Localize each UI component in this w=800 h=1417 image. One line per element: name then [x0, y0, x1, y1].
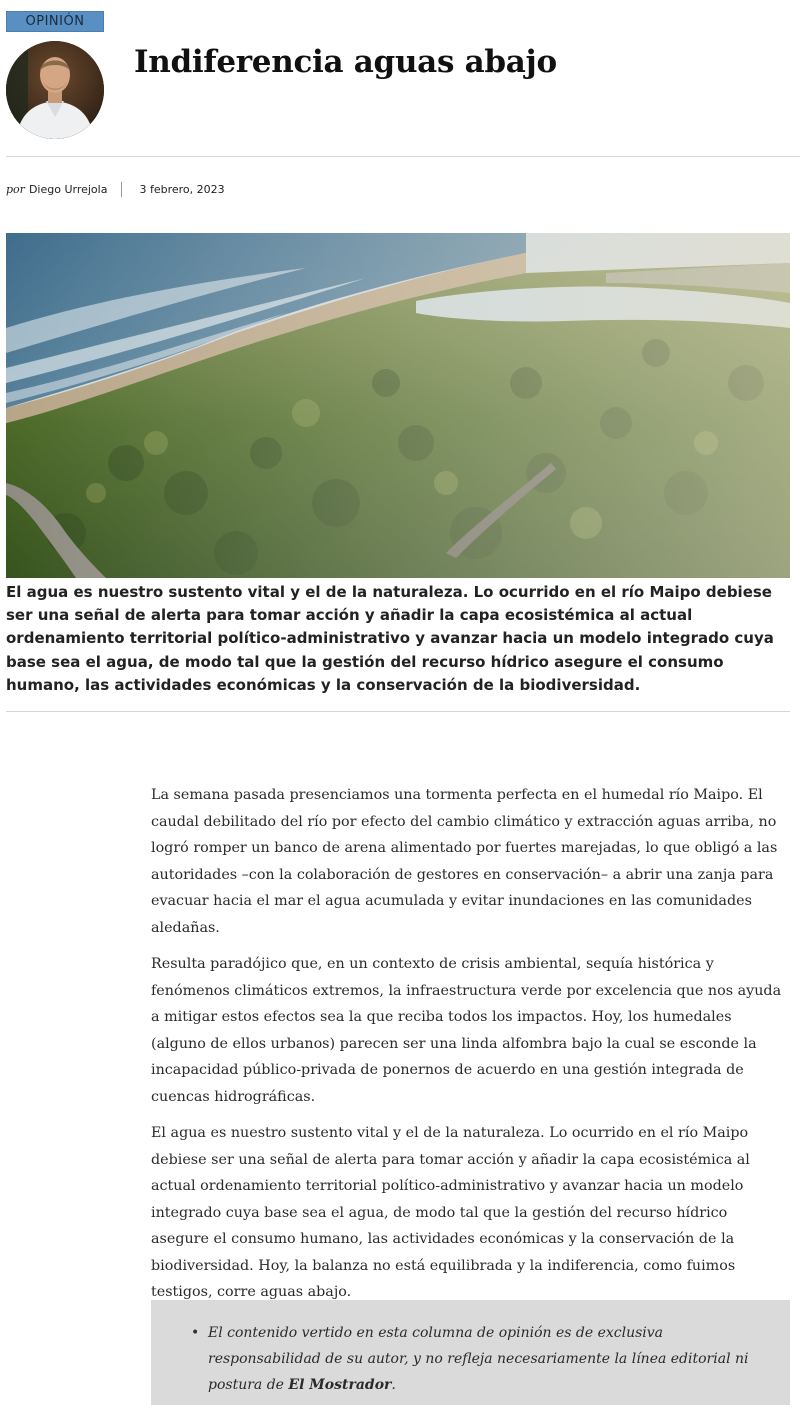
article-lead: El agua es nuestro sustento vital y el de la naturaleza. Lo ocurrido en el río Maipo debiese ser una señal de alerta para tomar acción y añadir la capa ecosistémica al actual ordenamiento territorial político-administrativo y avanzar hacia un modelo integrado cuya base sea el agua, de modo tal que la gestión del recurso hídrico asegure el consumo humano, las actividades económicas y la conservación de la biodiversidad.: [6, 583, 774, 694]
disclaimer-brand: El Mostrador: [288, 1377, 392, 1393]
author-link[interactable]: Diego Urrejola: [28, 182, 108, 196]
article-body: [151, 782, 787, 1316]
aerial-wetland-photo: [6, 233, 790, 578]
article-title: Indiferencia aguas abajo: [134, 44, 557, 80]
disclaimer-end: .: [391, 1377, 396, 1393]
disclaimer-item: [191, 1320, 770, 1398]
disclaimer-text: El contenido vertido en esta columna de opinión es de exclusiva responsabilidad de su autor, y no refleja necesariamente la línea editorial ni postura de: [208, 1325, 749, 1393]
author-prefix: por: [6, 182, 25, 196]
publish-date: 3 febrero, 2023: [139, 182, 225, 196]
header-divider: [6, 156, 800, 157]
body-paragraph: El agua es nuestro sustento vital y el de la naturaleza. Lo ocurrido en el río Maipo debiese ser una señal de alerta para tomar acción y añadir la capa ecosistémica al actual ordenamiento territorial político-administrativo y avanzar hacia un modelo integrado cuya base sea el agua, de modo tal que la gestión del recurso hídrico asegure el consumo humano, las actividades económicas y la conservación de la biodiversidad. Hoy, la balanza no está equilibrada y la indiferencia, como fuimos testigos, corre aguas abajo.: [151, 1125, 750, 1300]
lead-divider: [6, 711, 790, 712]
byline-separator: [121, 182, 122, 197]
byline: [6, 181, 225, 197]
hero-image: [6, 233, 790, 578]
category-tag[interactable]: OPINIÓN: [6, 11, 104, 32]
author-photo: [6, 41, 104, 139]
author-avatar[interactable]: [6, 41, 104, 139]
disclaimer-box: [151, 1300, 790, 1405]
body-paragraph: La semana pasada presenciamos una tormenta perfecta en el humedal río Maipo. El caudal debilitado del río por efecto del cambio climático y extracción aguas arriba, no logró romper un banco de arena alimentado por fuertes marejadas, lo que obligó a las autoridades –con la colaboración de gestores en conservación– a abrir una zanja para evacuar hacia el mar el agua acumulada y evitar inundaciones en las comunidades aledañas.: [151, 787, 778, 936]
body-paragraph: Resulta paradójico que, en un contexto de crisis ambiental, sequía histórica y fenómenos climáticos extremos, la infraestructura verde por excelencia que nos ayuda a mitigar estos efectos sea la que reciba todos los impactos. Hoy, los humedales (alguno de ellos urbanos) parecen ser una linda alfombra bajo la cual se esconde la incapacidad público-privada de ponernos de acuerdo en una gestión integrada de cuencas hidrográficas.: [151, 956, 782, 1105]
